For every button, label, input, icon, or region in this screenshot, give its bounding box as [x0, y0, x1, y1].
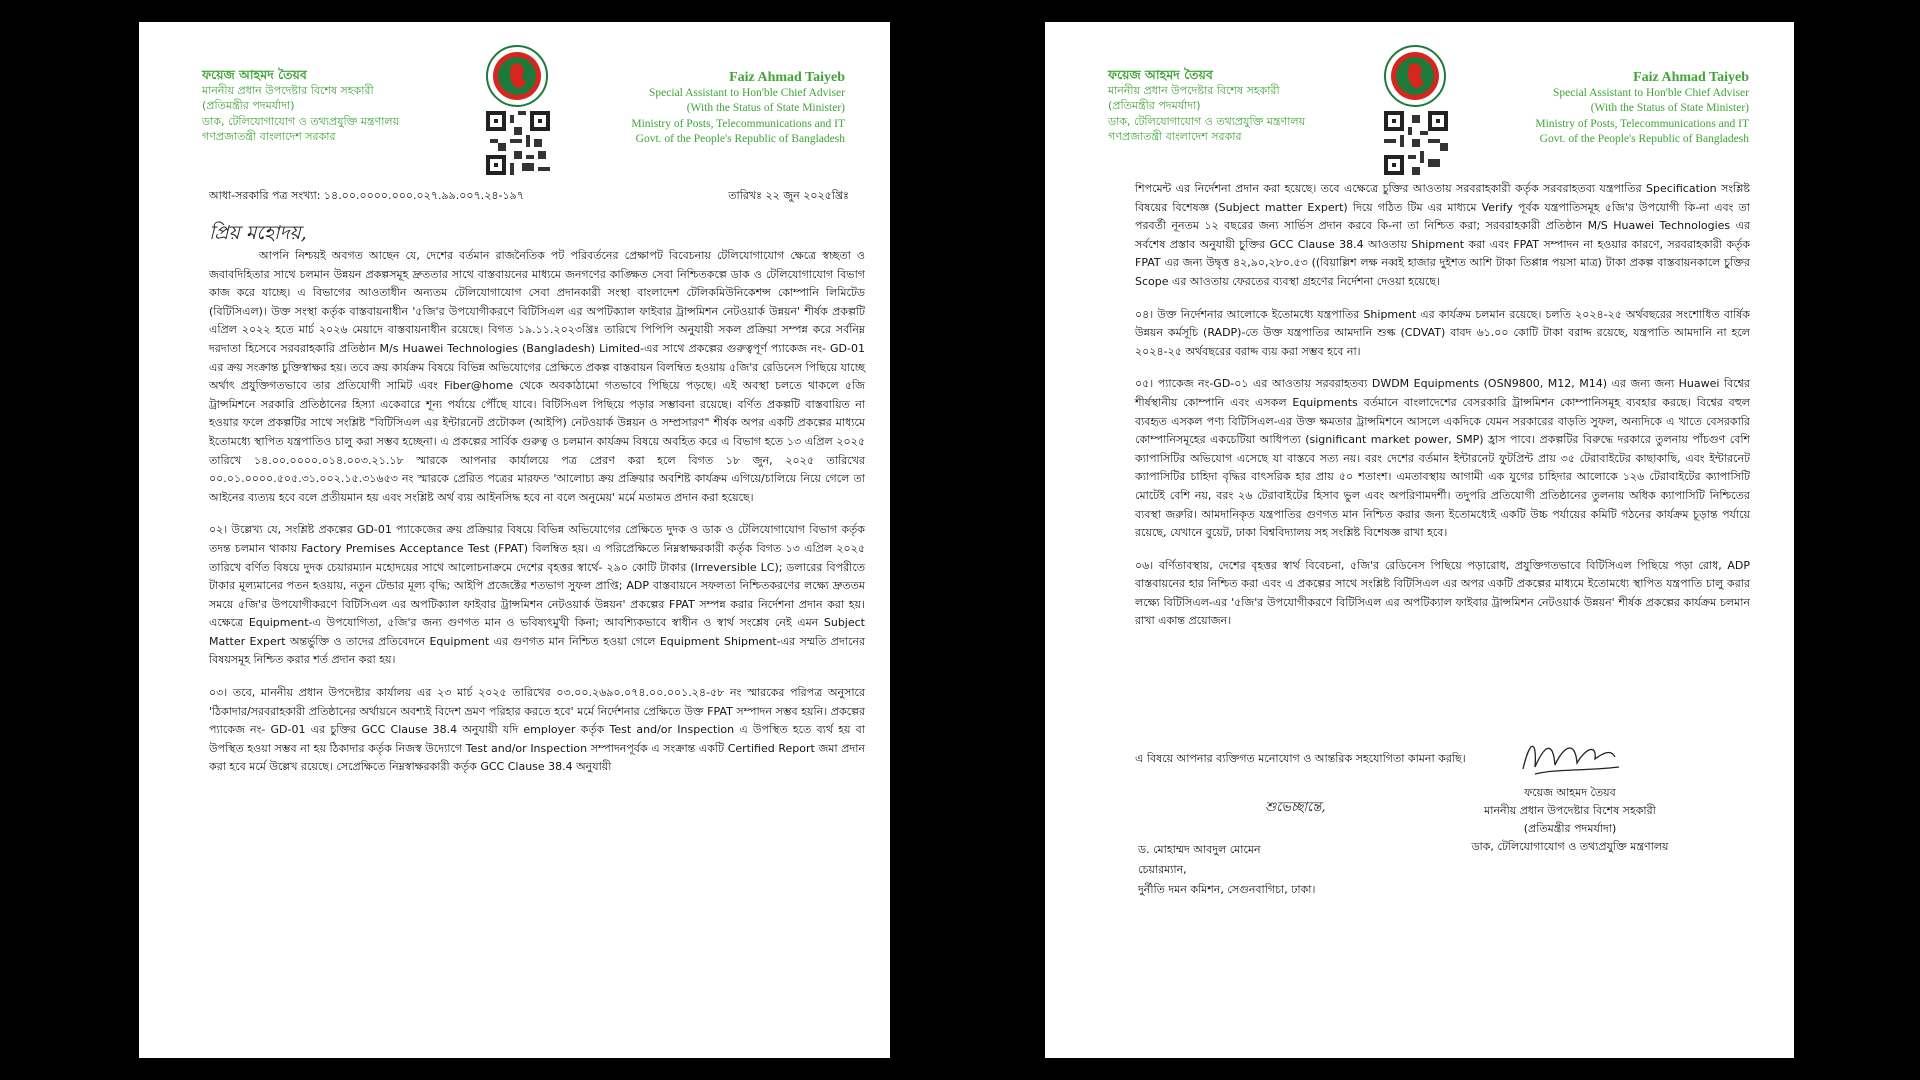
- letterhead-en-line3: Ministry of Posts, Telecommunications and IT: [1535, 117, 1749, 130]
- letterhead-en-line4: Govt. of the People's Republic of Bangladesh: [1539, 133, 1749, 145]
- letterhead-english: [631, 70, 845, 148]
- letterhead-en-line3: Ministry of Posts, Telecommunications and IT: [631, 117, 845, 130]
- letter-page-1: [139, 22, 890, 1058]
- letterhead-en-line4: Govt. of the People's Republic of Bangladesh: [635, 133, 845, 145]
- letterhead-bn-name: ফয়েজ আহমদ তৈয়ব: [1108, 67, 1213, 82]
- letterhead-en-line1: Special Assistant to Hon'ble Chief Adviser: [1553, 86, 1749, 99]
- sender-status: (প্রতিমন্ত্রীর পদমর্যাদা): [1523, 822, 1617, 835]
- letterhead-english: [1535, 70, 1749, 148]
- letterhead-bn-line4: গণপ্রজাতন্ত্রী বাংলাদেশ সরকার: [202, 130, 336, 143]
- page1-body: [209, 247, 865, 791]
- paragraph-02: ০২। উল্লেখ্য যে, সংশ্লিষ্ট প্রকল্পের GD-01 প্যাকেজের ক্রয় প্রক্রিয়ার বিষয়ে বিভিন্ন অভিযোগের প্রেক্ষিতে দুদক ও ডাক ও টেলিযোগাযোগ বিভাগ কর্তৃক তদন্ত চলমান থাকায় Factory Premises Acceptance Test (FPAT) বিলম্বিত হয়। এ পরিপ্রেক্ষিতে নিম্নস্বাক্ষরকারী কর্তৃক বিগত ১৩ এপ্রিল ২০২৫ তারিখে বর্ণিত বিষয়ে দুদক চেয়ারম্যান মহোদয়ের সাথে আলোচনাক্রমে দেশের বৃহত্তর স্বার্থে- ২৯০ কোটি টাকার (Irreversible LC); ডলারের বিপরীতে টাকার মূল্যমানের পতন হওয়ায়, নতুন টেন্ডার মূল্য বৃদ্ধি; আইপি প্রজেক্টের শতভাগ সুফল প্রাপ্তি; ADP বাস্তবায়নে সফলতা নিশ্চিতকরণের লক্ষ্যে দ্রুততম সময়ে ৫জি'র উপযোগীকরণে বিটিসিএল এর অপটিক্যাল ফাইবার ট্রান্সমিশন নেটওয়ার্ক উন্নয়ন' প্রকল্পের FPAT সম্পন্ন করার নির্দেশনা প্রদান করা হয়। এক্ষেত্রে Equipment-এ উপযোগিতা, ৫জি'র জন্য গুণগত মান ও ভবিষ্যৎমুখী কিনা; আবশ্যিকভাবে স্বাধীন ও স্বার্থ সংশ্লেষ নেই এমন Subject Matter Expert অন্তর্ভুক্তি ও তাদের প্রতিবেদনে Equipment এর গুণগত মান নিশ্চিত হওয়া গেলে Equipment Shipment-এর সম্মতি প্রদানের বিষয়সমূহ নিশ্চিত করার শর্ত প্রদান করা হয়।: [209, 523, 865, 667]
- letterhead-en-name: Faiz Ahmad Taiyeb: [1633, 70, 1749, 85]
- letter-date: তারিখঃ ২২ জুন ২০২৫খ্রিঃ: [728, 189, 849, 202]
- letterhead-bn-line1: মাননীয় প্রধান উপদেষ্টার বিশেষ সহকারী: [202, 83, 374, 97]
- letterhead-en-line2: (With the Status of State Minister): [686, 102, 845, 114]
- sender-ministry: ডাক, টেলিযোগাযোগ ও তথ্যপ্রযুক্তি মন্ত্রণালয়: [1471, 840, 1669, 853]
- paragraph-03: ০৩। তবে, মাননীয় প্রধান উপদেষ্টার কার্যালয় এর ২৩ মার্চ ২০২৫ তারিখের ০৩.০০.২৬৯০.০৭৪.০০.০০১.২৪-৫৮ নং স্মারকের পরিপত্র অনুসারে 'ঠিকাদার/সরবরাহকারী প্রতিষ্ঠানের অর্থায়নে অবশ্যই বিদেশ ভ্রমণ পরিহার করতে হবে' মর্মে নির্দেশনার প্রেক্ষিতে উক্ত FPAT সম্পাদন সম্ভব হয়নি। প্রকল্পের প্যাকেজ নং- GD-01 এর চুক্তির GCC Clause 38.4 অনুযায়ী যদি employer কর্তৃক Test and/or Inspection এ উপস্থিত হতে ব্যর্থ হয় বা উপস্থিত হওয়া সম্ভব না হয় ঠিকাদার কর্তৃক নিজস্ব উদ্যোগে Test and/or Inspection সম্পাদনপূর্বক এ সংক্রান্ত একটি Certified Report জমা প্রদান করা হবে মর্মে উল্লেখ রয়েছে। সেপ্রেক্ষিতে নিম্নস্বাক্ষরকারী কর্তৃক GCC Clause 38.4 অনুযায়ী: [209, 686, 865, 774]
- letterhead-bn-line2: (প্রতিমন্ত্রীর পদমর্যাদা): [202, 99, 295, 112]
- government-seal-icon: [1384, 45, 1446, 107]
- letterhead-bn-line3: ডাক, টেলিযোগাযোগ ও তথ্যপ্রযুক্তি মন্ত্রণালয়: [202, 114, 400, 128]
- letter-page-2: [1045, 22, 1794, 1058]
- recipient-block: [1138, 840, 1315, 900]
- letterhead-en-line2: (With the Status of State Minister): [1590, 102, 1749, 114]
- paragraph-05: ০৫। প্যাকেজ নং-GD-০১ এর আওতায় সরবরাহতব্য DWDM Equipments (OSN9800, M12, M14) এর জন্য জন্য Huawei বিশ্বের শীর্ষস্থানীয় কোম্পানি এবং এসকল Equipments বর্তমানে বাংলাদেশের বেসরকারি ট্রান্সমিশন কোম্পানিসমূহ ব্যবহার করছে। বিশ্বের বহুল ব্যবহৃত এসকল পণ্য বিটিসিএল-এর উক্ত ক্ষমতার ট্রান্সমিশনে আসলে একদিকে যেমন সরকারের বাড়তি সুফল, অন্যদিকে এ খাতে বেসরকারি কোম্পানিসমূহের একচেটিয়া আধিপত্য (significant market power, SMP) হ্রাস পাবে। প্রকল্পটির বিরুদ্ধে দরকারে তুলনায় পাঁচগুণ বেশি ক্যাপাসিটির অভিযোগ এসেছে যা বাস্তবে সত্য নয়। বরং দেশের বর্তমান ইন্টারনেট ফুটপ্রিন্ট প্রায় ৩৫ টেরাবাইটের কাছাকাছি, এবং ইন্টারনেট ক্যাপাসিটির চাহিদা বৃদ্ধির বাৎসরিক হার প্রায় ৫০ শতাংশ। এমতাবস্থায় আগামী এক যুগের চাহিদার আলোকে ১২৬ টেরাবাইটের ক্যাপাসিটি মোটেই বেশি নয়, বরং ২৬ টেরাবাইটের হিসাব ভুল এবং অপরিণামদর্শী। তদুপরি প্রতিযোগী প্রতিষ্ঠানের তুলনায় অধিক ক্যাপাসিটি নিশ্চিতের ব্যবস্থা জরুরি। আমদানিকৃত যন্ত্রপাতির গুণগত মান নিশ্চিত করার জন্য ইতোমধ্যেই একটি উচ্চ পর্যায়ের কমিটি গঠনের কার্যক্রম চূড়ান্ত পর্যায়ে রয়েছে, যেখানে বুয়েট, ঢাকা বিশ্ববিদ্যালয় সহ সংশ্লিষ্ট বিশেষজ্ঞ রাখা হবে।: [1135, 377, 1750, 540]
- letterhead-bn-line2: (প্রতিমন্ত্রীর পদমর্যাদা): [1108, 99, 1201, 112]
- salutation: প্রিয় মহোদয়,: [209, 222, 307, 244]
- sender-block: [1450, 784, 1690, 856]
- sender-signature-icon: [1515, 729, 1625, 789]
- sender-title: মাননীয় প্রধান উপদেষ্টার বিশেষ সহকারী: [1484, 804, 1656, 817]
- government-seal-icon: [486, 45, 548, 107]
- qr-code-icon: [1384, 111, 1448, 175]
- reference-line: [209, 187, 849, 206]
- qr-code-icon: [486, 111, 550, 175]
- letterhead-bn-line3: ডাক, টেলিযোগাযোগ ও তথ্যপ্রযুক্তি মন্ত্রণালয়: [1108, 114, 1306, 128]
- sender-name: ফয়েজ আহমদ তৈয়ব: [1524, 786, 1616, 799]
- letterhead-bangla: [1108, 67, 1305, 145]
- reference-number: আধা-সরকারি পত্র সংখ্যা: ১৪.০০.০০০০.০০০.০২৭.৯৯.০০৭.২৪-১৯৭: [209, 189, 524, 202]
- recipient-name: ড. মোহাম্মদ আবদুল মোমেন: [1138, 843, 1261, 856]
- letterhead-bn-line1: মাননীয় প্রধান উপদেষ্টার বিশেষ সহকারী: [1108, 83, 1280, 97]
- letterhead-bangla: [202, 67, 399, 145]
- letterhead-en-line1: Special Assistant to Hon'ble Chief Adviser: [649, 86, 845, 99]
- greeting-signature: শুভেচ্ছান্তে,: [1265, 800, 1326, 815]
- letterhead-bn-name: ফয়েজ আহমদ তৈয়ব: [202, 67, 307, 82]
- page2-body: [1135, 180, 1750, 645]
- paragraph-06: ০৬। বর্ণিতাবস্থায়, দেশের বৃহত্তর স্বার্থ বিবেচনা, ৫জি'র রেডিনেস পিছিয়ে পড়ারোধ, প্রযুক্তিগতভাবে বিটিসিএল পিছিয়ে পড়া রোধ, ADP বাস্তবায়নের হার নিশ্চিত করা এবং এ প্রকল্পের সাথে সংশ্লিষ্ট বিটিসিএল এর অপর একটি প্রকল্পের মাধ্যমে ইতোমধ্যে স্থাপিত যন্ত্রপাতি চালু করার লক্ষ্যে বিটিসিএল-এর '৫জি'র উপযোগীকরণে বিটিসিএল এর অপটিক্যাল ফাইবার ট্রান্সমিশন নেটওয়ার্ক উন্নয়ন' শীর্ষক প্রকল্পের কার্যক্রম চলমান রাখা একান্ত প্রয়োজন।: [1135, 558, 1750, 628]
- letterhead-en-name: Faiz Ahmad Taiyeb: [729, 70, 845, 85]
- paragraph-01: আপনি নিশ্চয়ই অবগত আছেন যে, দেশের বর্তমান রাজনৈতিক পট পরিবর্তনের প্রেক্ষাপট বিবেচনায় টেলিযোগাযোগ ক্ষেত্রে স্বচ্ছতা ও জবাবদিহিতার সাথে চলমান উন্নয়ন প্রকল্পসমূহ দ্রুততার সাথে বাস্তবায়নের মাধ্যমে জনগণের কাঙ্ক্ষিত সেবা নিশ্চিতকল্পে ডাক ও টেলিযোগাযোগ বিভাগ কাজ করে যাচ্ছে। এ বিভাগের আওতাধীন অন্যতম টেলিযোগাযোগ সেবা প্রদানকারী সংস্থা বাংলাদেশ টেলিকমিউনিকেশন্স কোম্পানি লিমিটেড (বিটিসিএল)। উক্ত সংস্থা কর্তৃক বাস্তবায়নাধীন '৫জি'র উপযোগীকরণে বিটিসিএল এর অপটিক্যাল ফাইবার ট্রান্সমিশন নেটওয়ার্ক উন্নয়ন' শীর্ষক প্রকল্পটি এপ্রিল ২০২২ হতে মার্চ ২০২৬ মেয়াদে বাস্তবায়নাধীন রয়েছে। বিগত ১৯.১১.২০২৩খ্রিঃ তারিখে পিপিপি অনুযায়ী সকল প্রক্রিয়া সম্পন্ন করে সর্বনিম্ন দরদাতা হিসেবে সরবরাহকারি প্রতিষ্ঠান M/s Huawei Technologies (Bangladesh) Limited-এর সাথে প্রকল্পের গুরুত্বপূর্ণ প্যাকেজ নং- GD-01 এর ক্রয় সংক্রান্ত চুক্তিস্বাক্ষর হয়। তবে ক্রয় কার্যক্রম বিষয়ে বিভিন্ন অভিযোগের প্রেক্ষিতে প্রকল্প বাস্তবায়ন বিলম্বিত হওয়ায় ৫জি'র রেডিনেস পিছিয়ে যাচ্ছে অর্থাৎ প্রযুক্তিগতভাবে তার প্রতিযোগী সামিট এবং Fiber@home থেকে অবকাঠামো গতভাবে পিছিয়ে পড়ছে। এই অবস্থা চলতে থাকলে ৫জি ট্রান্সমিশনে সরকারি প্রতিষ্ঠানের হিস্যা একেবারে শূন্য পর্যায়ে পৌঁছে যাবে। বিটিসিএল পিছিয়ে পড়ার সম্ভাবনা রয়েছে। বর্ণিত প্রকল্পটি বাস্তবায়িত না হওয়ার ফলে প্রকল্পটির সাথে সংশ্লিষ্ট "বিটিসিএল এর ইন্টারনেট প্রটোকল (আইপি) নেটওয়ার্ক উন্নয়ন ও সম্প্রসারণ" শীর্ষক অপর একটি প্রকল্পের মাধ্যমে ইতোমধ্যে স্থাপিত যন্ত্রপাতিও চালু করা সম্ভব হচ্ছেনা। এ প্রকল্পের সার্বিক গুরুত্ব ও চলমান কার্যক্রম বিষয়ে অবহিত করে এ বিভাগ হতে ১৩ এপ্রিল ২০২৫ তারিখে ১৪.০০.০০০০.০১৪.০০৩.২১.১৮ স্মারকে আপনার কার্যালয়ে পত্র প্রেরণ করা হলে বিগত ১৮ জুন, ২০২৫ তারিখের ০০.০১.০০০০.৫০৫.৩১.০০২.১৫.৩১৬৫৩ নং স্মারকে প্রেরিত পত্রের মারফত 'আলোচ্য ক্রয় প্রক্রিয়ার অবশিষ্ট কার্যক্রম এগিয়ে/চালিয়ে নিয়ে গেলে তা আইনের ব্যত্যয় হবে বলে প্রতীয়মান হয় এবং সংশ্লিষ্ট অর্থ ব্যয় আইনসিদ্ধ হবে না বলে অনুমেয়' মর্মে মতামত প্রদান করা হয়েছে।: [209, 249, 865, 504]
- paragraph-04: ০৪। উক্ত নির্দেশনার আলোকে ইতোমধ্যে যন্ত্রপাতির Shipment এর কার্যক্রম চলমান রয়েছে। চলতি ২০২৪-২৫ অর্থবছরের সংশোধিত বার্ষিক উন্নয়ন কর্মসূচি (RADP)-তে উক্ত যন্ত্রপাতির আমদানি শুল্ক (CDVAT) বাবদ ৬১.০০ কোটি টাকা বরাদ্দ রয়েছে, যন্ত্রপাতি আমদানি না হলে ২০২৪-২৫ অর্থবছরের বরাদ্দ ব্যয় করা সম্ভব হবে না।: [1135, 307, 1750, 358]
- letterhead-bn-line4: গণপ্রজাতন্ত্রী বাংলাদেশ সরকার: [1108, 130, 1242, 143]
- paragraph-03-continued: শিপমেন্ট এর নির্দেশনা প্রদান করা হয়েছে। তবে এক্ষেত্রে চুক্তির আওতায় সরবরাহকারী কর্তৃক সরবরাহতব্য যন্ত্রপাতির Specification সংশ্লিষ্ট বিষয়ের বিশেষজ্ঞ (Subject matter Expert) দিয়ে গঠিত টিম এর মাধ্যমে Verify পূর্বক যন্ত্রপাতিসমূহ ৫জি'র উপযোগী কি-না এবং তা পরবর্তী নূনতম ১২ বছরের জন্য সার্ভিস প্রদান করবে কি-না তা নিশ্চিত করা; সরবরাহকারী প্রতিষ্ঠান M/S Huawei Technologies এর সর্বশেষ প্রস্তাব অনুযায়ী চুক্তির GCC Clause 38.4 আওতায় Shipment করা এবং FPAT সম্পাদন না হওয়ার কারণে, সরবরাহকারী কর্তৃক FPAT এর জন্য উদ্বৃত্ত ৪২,৯০,২৮০.৫৩ ((বিয়াল্লিশ লক্ষ নব্বই হাজার দুইশত আশি টাকা তিপ্পান্ন পয়সা মাত্র) টাকা প্রকল্প বাস্তবায়নকালে চুক্তির Scope এর আওতায় ফেরতের ব্যবস্থা গ্রহণের নির্দেশনা দেওয়া হয়েছে।: [1135, 182, 1750, 288]
- recipient-office: দুর্নীতি দমন কমিশন, সেগুনবাগিচা, ঢাকা।: [1138, 883, 1316, 896]
- recipient-title: চেয়ারম্যান,: [1138, 863, 1187, 876]
- closing-line: এ বিষয়ে আপনার ব্যক্তিগত মনোযোগ ও আন্তরিক সহযোগিতা কামনা করছি।: [1135, 752, 1466, 765]
